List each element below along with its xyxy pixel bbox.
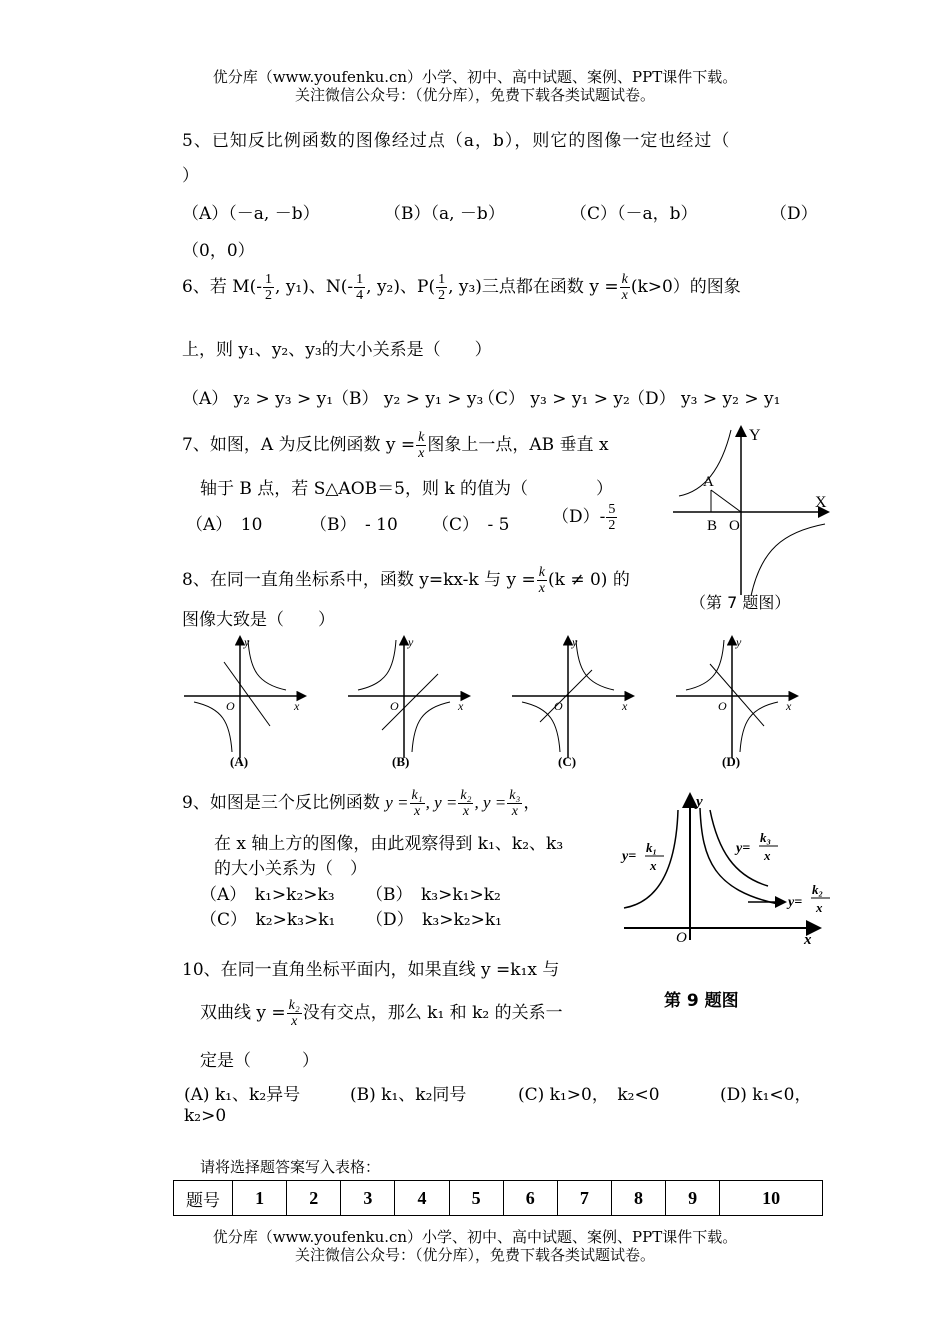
q10-line2 <box>200 998 563 1029</box>
q7-option-c: （C） - 5 <box>432 515 510 535</box>
frac-num: 1 <box>438 272 446 287</box>
frac-den: x <box>418 446 425 461</box>
answer-cell[interactable]: 6 <box>503 1181 557 1216</box>
svg-text:y: y <box>696 794 703 810</box>
q7-frac-d <box>606 502 617 533</box>
q10-option-b: (B) k₁、k₂同号 <box>350 1085 467 1105</box>
q9-caption: 第 9 题图 <box>664 991 739 1011</box>
q5-option-d-cont: （0，0） <box>182 241 255 261</box>
svg-text:y=: y= <box>788 895 803 910</box>
fig-k1: k₁ <box>646 840 658 855</box>
svg-text:y: y <box>736 635 742 649</box>
svg-text:y=: y= <box>622 849 637 864</box>
q9-line2: 在 x 轴上方的图像，由此观察得到 k₁、k₂、k₃ <box>214 834 564 854</box>
q9-frac-2 <box>458 788 473 819</box>
frac-den: 2 <box>265 288 273 303</box>
frac-den: 4 <box>356 288 364 303</box>
frac-den: x <box>511 804 518 819</box>
segment-ao <box>711 490 741 512</box>
q10-frac <box>287 998 302 1029</box>
q6-line2: 上，则 y₁、y₂、y₃的大小关系是（ ） <box>182 340 492 360</box>
graph-c <box>512 635 632 769</box>
q5-option-d: （D） <box>770 204 818 224</box>
q8-frac <box>537 565 547 596</box>
q8-graphs <box>178 630 818 780</box>
frac-num: k₂ <box>288 998 300 1013</box>
svg-text:O: O <box>676 930 687 946</box>
answer-cell[interactable]: 7 <box>557 1181 611 1216</box>
svg-text:y=: y= <box>736 841 751 856</box>
frac-num: 1 <box>356 272 364 287</box>
q9-option-a: （A） k₁>k₂>k₃ <box>200 885 335 905</box>
q5-stem-end: ） <box>182 166 199 186</box>
q7-caption: （第 7 题图） <box>690 593 791 612</box>
graph-b <box>348 635 468 769</box>
answer-cell[interactable]: 3 <box>341 1181 395 1216</box>
frac-num: k <box>418 430 425 445</box>
q5-option-b: （B）（a, －b） <box>384 204 505 224</box>
frac-den: x <box>462 804 470 819</box>
frac-num: 1 <box>265 272 273 287</box>
q8-after: (k ≠ 0) 的 <box>547 570 630 590</box>
q7-option-b: （B） - 10 <box>310 515 398 535</box>
svg-text:x: x <box>622 699 628 713</box>
fig-x3: x <box>764 848 771 863</box>
frac-num: k₃ <box>509 788 521 803</box>
svg-text:x: x <box>786 699 792 713</box>
q6-frac-m <box>263 272 274 303</box>
q10-line2-pre: 双曲线 y = <box>200 1003 286 1023</box>
graph-c-label: (C) <box>558 754 577 769</box>
q9-option-b: （B） k₃>k₁>k₂ <box>366 885 501 905</box>
svg-text:x: x <box>804 932 812 948</box>
q6-option-d: （D） y₃ > y₂ > y₁ <box>628 389 781 409</box>
q6-prefix: 6、若 M( <box>182 277 257 297</box>
label-b: B <box>707 518 718 534</box>
q7-line2: 轴于 B 点，若 S△AOB＝5，则 k 的值为（ ） <box>200 479 614 499</box>
q9-prefix: 9、如图是三个反比例函数 <box>182 793 380 813</box>
answer-prompt: 请将选择题答案写入表格： <box>200 1158 381 1176</box>
frac-num: k₂ <box>460 788 472 803</box>
fig-k2: k₂ <box>812 882 824 897</box>
q6-y3: , y₃)三点都在函数 y = <box>448 277 619 297</box>
q8-prefix: 8、在同一直角坐标系中，函数 y=kx-k 与 y = <box>182 570 536 590</box>
q9-option-c: （C） k₂>k₃>k₁ <box>200 910 336 930</box>
frac-den: 2 <box>608 518 616 533</box>
header-line-1: 优分库（www.youfenku.cn）小学、初中、高中试题、案例、PPT课件下载。 <box>212 68 738 86</box>
answer-header-cell: 题号 <box>174 1181 233 1216</box>
answer-cell[interactable]: 9 <box>666 1181 720 1216</box>
q6-y1: , y₁)、N(- <box>275 277 354 297</box>
label-a: A <box>703 474 714 490</box>
svg-text:y: y <box>408 635 414 649</box>
q7-after: 图象上一点，AB 垂直 x <box>427 435 609 455</box>
q6-option-a: （A） y₂ > y₃ > y₁ <box>182 389 334 409</box>
q9-frac-3 <box>507 788 522 819</box>
answer-cell[interactable]: 8 <box>611 1181 665 1216</box>
hyperbola-branch-right <box>751 524 825 596</box>
frac-den: x <box>621 288 628 303</box>
q10-line3: 定是（ ） <box>200 1051 319 1071</box>
header-line-2: 关注微信公众号：（优分库），免费下载各类试题试卷。 <box>294 86 655 104</box>
fig-x1: x <box>650 858 657 873</box>
svg-text:O: O <box>718 699 727 713</box>
svg-text:O: O <box>226 699 235 713</box>
q7-frac <box>416 430 426 461</box>
frac-den: x <box>291 1014 298 1029</box>
q5-stem: 5、已知反比例函数的图像经过点（a，b），则它的图像一定也经过（ <box>182 131 731 151</box>
q7-option-a: （A） 10 <box>186 515 263 535</box>
q9-stem: 9、如图是三个反比例函数 y = $\frac{\text{k₁}}{x}$ , y = $\frac{\text{k₂}}{x}$ , y = $\frac{\text{k₃}}{x}$ ， <box>182 788 541 819</box>
q9-y: y = <box>385 793 409 812</box>
q7-prefix: 7、如图，A 为反比例函数 y = <box>182 435 416 455</box>
answer-cell[interactable]: 1 <box>233 1181 287 1216</box>
q8-line2: 图像大致是（ ） <box>182 610 335 630</box>
q7-option-d <box>552 502 618 533</box>
label-x: X <box>815 494 827 511</box>
answer-cell[interactable]: 10 <box>720 1181 823 1216</box>
answer-cell[interactable]: 2 <box>287 1181 341 1216</box>
answer-cell[interactable]: 5 <box>449 1181 503 1216</box>
label-o: O <box>729 518 740 534</box>
q6-frac-p <box>436 272 447 303</box>
frac-num: k <box>538 565 545 580</box>
frac-num: 5 <box>608 502 616 517</box>
q6-minus: - <box>256 277 263 297</box>
svg-text:O: O <box>554 699 563 713</box>
frac-den: x <box>538 581 545 596</box>
svg-text:O: O <box>390 699 399 713</box>
graph-a <box>184 635 304 769</box>
frac-num: k <box>621 272 628 287</box>
answer-cell[interactable]: 4 <box>395 1181 449 1216</box>
svg-text:x: x <box>458 699 464 713</box>
frac-den: x <box>413 804 421 819</box>
graph-b-label: (B) <box>392 754 410 769</box>
q10-option-a: (A) k₁、k₂异号 <box>184 1085 301 1105</box>
q6-frac-n <box>354 272 365 303</box>
frac-num: k₁ <box>411 788 423 803</box>
q10-line1: 10、在同一直角坐标平面内，如果直线 y =k₁x 与 <box>182 960 560 980</box>
q9-option-d: （D） k₃>k₂>k₁ <box>366 910 502 930</box>
q6-option-b: （B） y₂ > y₁ > y₃ <box>332 389 484 409</box>
q10-line2-post: 没有交点，那么 k₁ 和 k₂ 的关系一 <box>302 1003 563 1023</box>
footer-line-1: 优分库（www.youfenku.cn）小学、初中、高中试题、案例、PPT课件下载。 <box>212 1228 738 1246</box>
q6-frac-func <box>620 272 630 303</box>
label-y: Y <box>749 427 761 444</box>
footer-line-2: 关注微信公众号：（优分库），免费下载各类试题试卷。 <box>294 1246 655 1264</box>
q10-option-d-cont: k₂>0 <box>184 1106 227 1126</box>
answer-table <box>173 1180 823 1216</box>
graph-a-label: (A) <box>230 754 249 769</box>
q10-option-c: (C) k₁>0， k₂<0 <box>518 1085 660 1105</box>
q10-option-d: (D) k₁<0， <box>720 1085 812 1105</box>
q5-option-a: （A）（－a, －b） <box>182 204 320 224</box>
frac-den: 2 <box>438 288 446 303</box>
q6-option-c: （C） y₃ > y₁ > y₂ <box>478 389 630 409</box>
svg-text:y: y <box>244 635 250 649</box>
fig-k3: k₃ <box>760 830 772 845</box>
q6-y2: , y₂)、P( <box>366 277 436 297</box>
graph-d <box>676 635 796 769</box>
fig-x2: x <box>816 900 823 915</box>
q9-line3: 的大小关系为（ ） <box>214 859 367 879</box>
q7-stem <box>182 430 609 461</box>
q6-stem <box>182 272 741 303</box>
graph-d-label: (D) <box>722 754 741 769</box>
q9-figure <box>618 790 833 950</box>
q7-opt-d-label: （D）- <box>552 507 606 527</box>
answer-row <box>174 1181 823 1216</box>
q8-stem <box>182 565 630 596</box>
svg-text:x: x <box>294 699 300 713</box>
q6-tail: (k>0）的图象 <box>630 277 741 297</box>
svg-text:y: y <box>572 635 578 649</box>
q9-frac-1 <box>410 788 425 819</box>
q5-option-c: （C）（－a，b） <box>570 204 698 224</box>
